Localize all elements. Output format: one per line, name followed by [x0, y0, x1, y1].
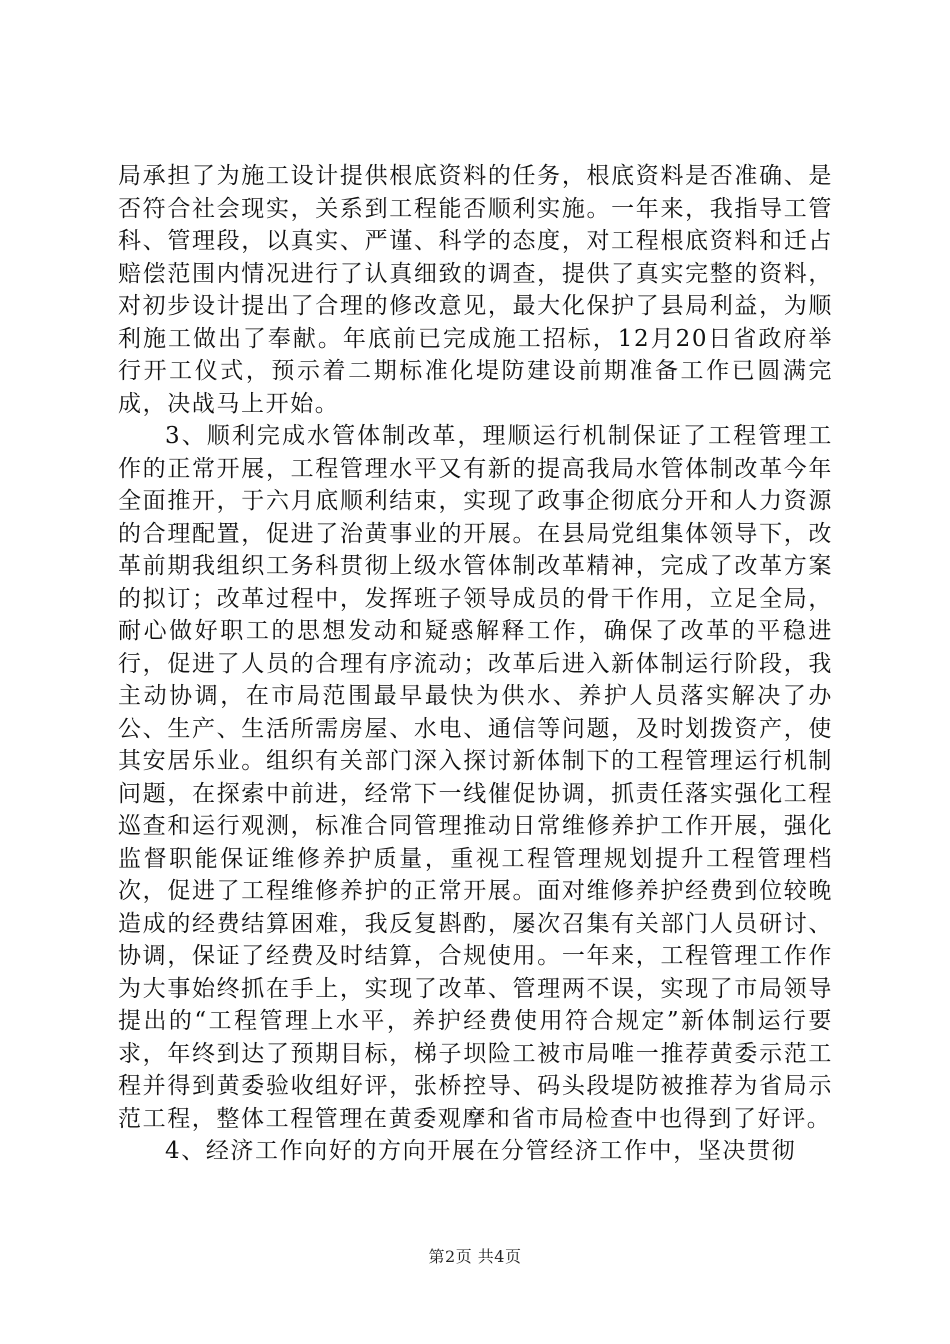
- paragraph-continuation: 局承担了为施工设计提供根底资料的任务，根底资料是否准确、是否符合社会现实，关系到工程能否顺利实施。一年来，我指导工管科、管理段，以真实、严谨、科学的态度，对工程根底资料和迁占赔偿范围内情况进行了认真细致的调查，提供了真实完整的资料，对初步设计提出了合理的修改意见，最大化保护了县局利益，为顺利施工做出了奉献。年底前已完成施工招标，12月20日省政府举行开工仪式，预示着二期标准化堤防建设前期准备工作已圆满完成，决战马上开始。: [118, 163, 833, 417]
- paragraph-item-4: 4、经济工作向好的方向开展在分管经济工作中，坚决贯彻: [165, 1138, 797, 1164]
- paragraph-item-3: 3、顺利完成水管体制改革，理顺运行机制保证了工程管理工作的正常开展，工程管理水平又有新的提高我局水管体制改革今年全面推开，于六月底顺利结束，实现了政事企彻底分开和人力资源的合理配置，促进了治黄事业的开展。在县局党组集体领导下，改革前期我组织工务科贯彻上级水管体制改革精神，完成了改革方案的拟订；改革过程中，发挥班子领导成员的骨干作用，立足全局，耐心做好职工的思想发动和疑惑解释工作，确保了改革的平稳进行，促进了人员的合理有序流动；改革后进入新体制运行阶段，我主动协调，在市局范围最早最快为供水、养护人员落实解决了办公、生产、生活所需房屋、水电、通信等问题，及时划拨资产，使其安居乐业。组织有关部门深入探讨新体制下的工程管理运行机制问题，在探索中前进，经常下一线催促协调，抓责任落实强化工程巡查和运行观测，标准合同管理推动日常维修养护工作开展，强化监督职能保证维修养护质量，重视工程管理规划提升工程管理档次，促进了工程维修养护的正常开展。面对维修养护经费到位较晚造成的经费结算困难，我反复斟酌，屡次召集有关部门人员研讨、协调，保证了经费及时结算，合规使用。一年来，工程管理工作作为大事始终抓在手上，实现了改革、管理两不误，实现了市局领导提出的“工程管理上水平，养护经费使用符合规定”新体制运行要求，年终到达了预期目标，梯子坝险工被市局唯一推荐黄委示范工程并得到黄委验收组好评，张桥控导、码头段堤防被推荐为省局示范工程，整体工程管理在黄委观摩和省市局检查中也得到了好评。: [118, 423, 833, 1132]
- document-body: [118, 160, 833, 1168]
- page-number-footer: 第2页 共4页: [428, 1247, 522, 1266]
